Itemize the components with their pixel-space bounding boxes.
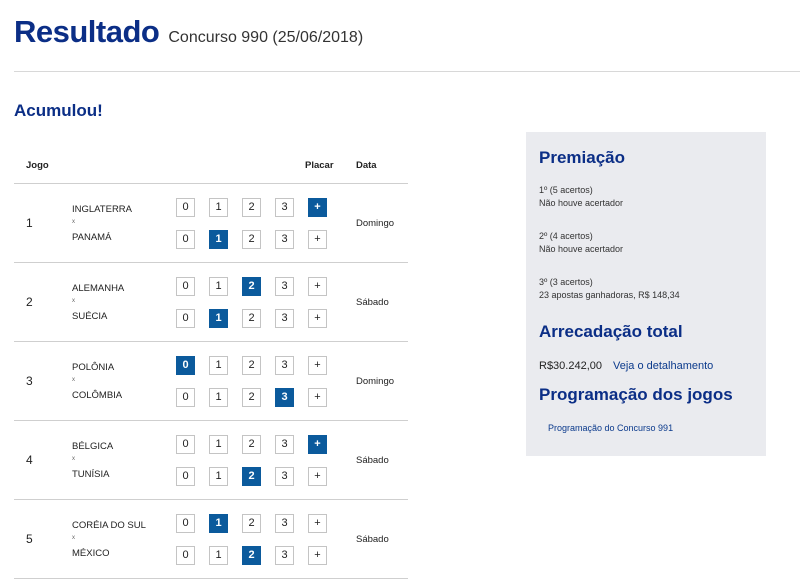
collection-title: Arrecadação total — [539, 322, 683, 341]
home-team: ALEMANHA — [72, 283, 125, 294]
collection-value: R$30.242,00 — [539, 360, 602, 372]
home-team: CORÉIA DO SUL — [72, 520, 146, 531]
versus-mark: x — [72, 219, 75, 225]
game-day: Domingo — [356, 376, 395, 387]
score-option-2[interactable]: 2 — [242, 277, 261, 296]
score-option-more[interactable]: + — [308, 546, 327, 565]
score-option-3[interactable]: 3 — [275, 309, 294, 328]
score-option-3[interactable]: 3 — [275, 435, 294, 454]
page-header — [14, 14, 363, 54]
score-option-3[interactable]: 3 — [275, 514, 294, 533]
score-option-3[interactable]: 3 — [275, 467, 294, 486]
score-option-1[interactable]: 1 — [209, 514, 228, 533]
score-option-3[interactable]: 3 — [275, 388, 294, 407]
header-divider — [14, 71, 800, 72]
score-option-more[interactable]: + — [308, 198, 327, 217]
game-number: 5 — [26, 532, 33, 546]
score-option-more[interactable]: + — [308, 467, 327, 486]
score-option-0[interactable]: 0 — [176, 435, 195, 454]
score-option-1[interactable]: 1 — [209, 277, 228, 296]
score-option-2[interactable]: 2 — [242, 514, 261, 533]
versus-mark: x — [72, 377, 75, 383]
score-option-more[interactable]: + — [308, 309, 327, 328]
contest-subtitle: Concurso 990 (25/06/2018) — [168, 29, 364, 46]
score-option-more[interactable]: + — [308, 356, 327, 375]
away-score-options — [176, 546, 327, 565]
away-team: COLÔMBIA — [72, 390, 123, 401]
table-row — [14, 263, 408, 342]
versus-mark: x — [72, 535, 75, 541]
game-number: 4 — [26, 453, 33, 467]
score-option-0[interactable]: 0 — [176, 198, 195, 217]
game-number: 2 — [26, 295, 33, 309]
column-header-game: Jogo — [26, 160, 49, 171]
game-day: Sábado — [356, 534, 389, 545]
score-option-0[interactable]: 0 — [176, 356, 195, 375]
score-option-1[interactable]: 1 — [209, 309, 228, 328]
home-team: BÉLGICA — [72, 441, 114, 452]
away-team: PANAMÁ — [72, 232, 112, 243]
prize-title: Premiação — [539, 148, 625, 167]
prize-result-2: Não houve acertador — [539, 244, 624, 254]
score-option-3[interactable]: 3 — [275, 546, 294, 565]
score-option-0[interactable]: 0 — [176, 546, 195, 565]
away-team: MÉXICO — [72, 548, 110, 559]
result-status: Acumulou! — [14, 101, 103, 120]
score-option-3[interactable]: 3 — [275, 230, 294, 249]
table-header — [14, 150, 408, 184]
score-option-2[interactable]: 2 — [242, 546, 261, 565]
versus-mark: x — [72, 456, 75, 462]
table-row — [14, 342, 408, 421]
score-option-1[interactable]: 1 — [209, 230, 228, 249]
table-row — [14, 500, 408, 579]
column-header-date: Data — [356, 160, 377, 171]
score-option-3[interactable]: 3 — [275, 356, 294, 375]
prize-tier-1: 1º (5 acertos) — [539, 185, 593, 195]
score-option-1[interactable]: 1 — [209, 546, 228, 565]
score-option-more[interactable]: + — [308, 277, 327, 296]
score-option-more[interactable]: + — [308, 514, 327, 533]
score-option-2[interactable]: 2 — [242, 467, 261, 486]
score-option-0[interactable]: 0 — [176, 230, 195, 249]
score-option-2[interactable]: 2 — [242, 198, 261, 217]
score-option-1[interactable]: 1 — [209, 467, 228, 486]
prize-result-3: 23 apostas ganhadoras, R$ 148,34 — [539, 290, 680, 300]
score-option-2[interactable]: 2 — [242, 356, 261, 375]
home-score-options — [176, 356, 327, 375]
away-team: TUNÍSIA — [72, 469, 110, 480]
results-table — [14, 150, 408, 579]
page-title: Resultado — [14, 14, 160, 49]
schedule-title: Programação dos jogos — [539, 385, 733, 404]
away-score-options — [176, 230, 327, 249]
home-score-options — [176, 198, 327, 217]
away-score-options — [176, 388, 327, 407]
prize-tier-2: 2º (4 acertos) — [539, 231, 593, 241]
table-row — [14, 184, 408, 263]
away-score-options — [176, 467, 327, 486]
score-option-3[interactable]: 3 — [275, 277, 294, 296]
score-option-1[interactable]: 1 — [209, 435, 228, 454]
score-option-0[interactable]: 0 — [176, 514, 195, 533]
score-option-0[interactable]: 0 — [176, 309, 195, 328]
score-option-1[interactable]: 1 — [209, 198, 228, 217]
home-score-options — [176, 514, 327, 533]
score-option-2[interactable]: 2 — [242, 388, 261, 407]
score-option-1[interactable]: 1 — [209, 356, 228, 375]
schedule-link[interactable]: Programação do Concurso 991 — [548, 423, 674, 433]
score-option-more[interactable]: + — [308, 230, 327, 249]
score-option-0[interactable]: 0 — [176, 467, 195, 486]
score-option-more[interactable]: + — [308, 388, 327, 407]
versus-mark: x — [72, 298, 75, 304]
prize-tier-3: 3º (3 acertos) — [539, 277, 593, 287]
table-row — [14, 421, 408, 500]
game-day: Sábado — [356, 455, 389, 466]
column-header-score: Placar — [305, 160, 334, 171]
score-option-more[interactable]: + — [308, 435, 327, 454]
score-option-2[interactable]: 2 — [242, 230, 261, 249]
home-score-options — [176, 435, 327, 454]
home-score-options — [176, 277, 327, 296]
score-option-0[interactable]: 0 — [176, 388, 195, 407]
score-option-2[interactable]: 2 — [242, 435, 261, 454]
home-team: INGLATERRA — [72, 204, 133, 215]
game-number: 3 — [26, 374, 33, 388]
score-option-1[interactable]: 1 — [209, 388, 228, 407]
game-day: Sábado — [356, 297, 389, 308]
score-option-3[interactable]: 3 — [275, 198, 294, 217]
away-team: SUÉCIA — [72, 311, 108, 322]
sidebar-panel — [526, 132, 766, 456]
score-option-2[interactable]: 2 — [242, 309, 261, 328]
table-body — [14, 184, 408, 579]
game-day: Domingo — [356, 218, 395, 229]
prize-result-1: Não houve acertador — [539, 198, 624, 208]
game-number: 1 — [26, 216, 33, 230]
collection-detail-link[interactable]: Veja o detalhamento — [613, 360, 714, 372]
away-score-options — [176, 309, 327, 328]
score-option-0[interactable]: 0 — [176, 277, 195, 296]
home-team: POLÔNIA — [72, 362, 115, 373]
